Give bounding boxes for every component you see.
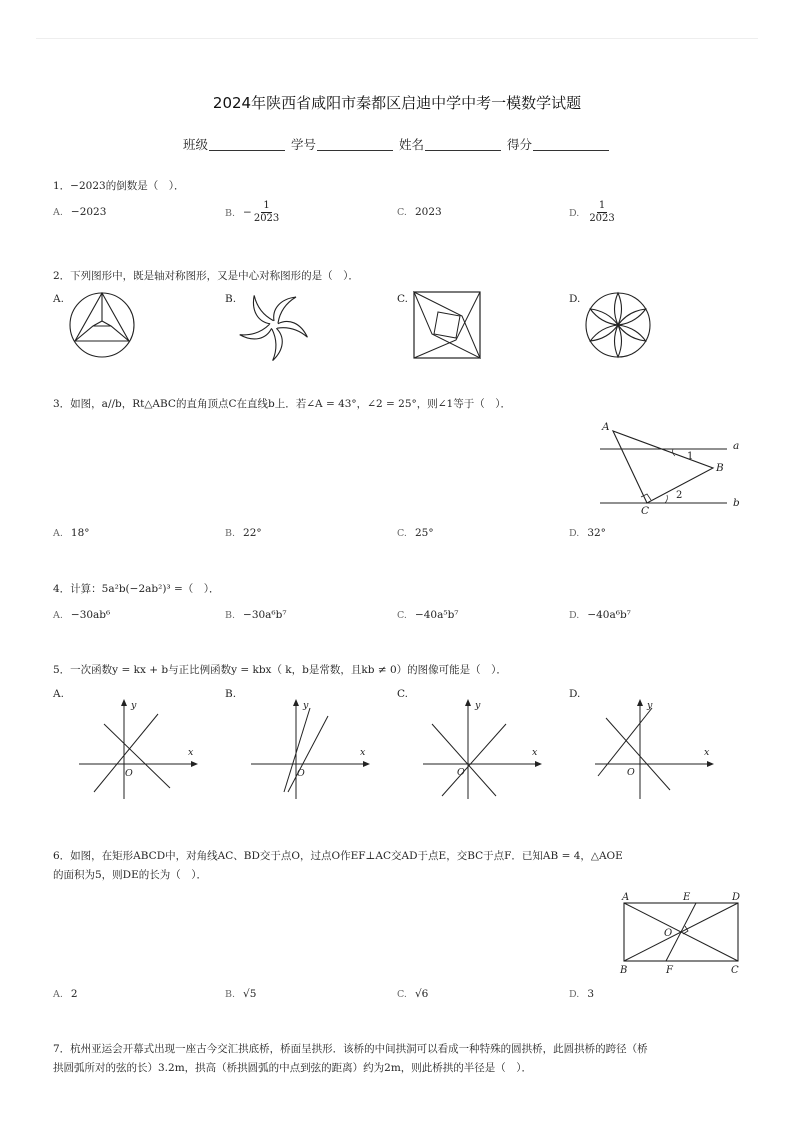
q5-label-a[interactable]: A. (53, 688, 64, 700)
q2-figure-c[interactable] (412, 290, 482, 360)
q4-option-c[interactable]: C. −40a⁵b⁷ (397, 609, 459, 621)
q1-option-b[interactable]: B. − $\frac{1}{2023}$ (225, 200, 280, 224)
score-label: 得分 (506, 137, 532, 152)
q3-label-c-vertex: C (641, 505, 650, 517)
q2-figure-a[interactable] (66, 289, 138, 361)
q6-label-d: D (732, 892, 741, 903)
q5-graph-a[interactable] (76, 696, 202, 802)
q3-angle-1: 1 (687, 451, 694, 462)
q5-label-d[interactable]: D. (569, 688, 581, 700)
q5b-y-label: y (303, 700, 309, 711)
name-label: 姓名 (398, 137, 424, 152)
q5a-y-label: y (131, 700, 137, 711)
q3-label-line-a: a (733, 440, 740, 452)
q5-label-b[interactable]: B. (225, 688, 237, 700)
q2-label-b[interactable]: B. (225, 293, 237, 305)
class-blank[interactable] (209, 138, 285, 151)
q5b-origin-label: O (297, 768, 305, 779)
q4-option-b[interactable]: B. −30a⁶b⁷ (225, 609, 287, 621)
q3-stem: 3．如图，a//b，Rt△ABC的直角顶点C在直线b上．若∠A = 43°，∠2 = 25°，则∠1等于（ ）． (53, 398, 511, 410)
q5d-x-label: x (704, 747, 710, 758)
q5-graph-c[interactable] (420, 696, 546, 802)
q1-d-fraction: $\frac{1}{2023}$ (589, 200, 615, 224)
q2-stem: 2．下列图形中，既是轴对称图形，又是中心对称图形的是（ ）． (53, 270, 359, 282)
q5a-origin-label: O (125, 768, 133, 779)
q7-stem-line1: 7．杭州亚运会开幕式出现一座古今交汇拱底桥，桥面呈拱形．该桥的中间拱洞可以看成一种特殊的圆拱桥，此圆拱桥的跨径（桥 (53, 1043, 648, 1055)
q6-option-d[interactable]: D. 3 (569, 988, 594, 1000)
q3-option-c[interactable]: C. 25° (397, 527, 434, 539)
q6-stem-line1: 6．如图，在矩形ABCD中，对角线AC、BD交于点O，过点O作EF⊥AC交AD于点E，交BC于点F．已知AB = 4，△AOE (53, 850, 623, 862)
page-title: 2024年陕西省咸阳市秦都区启迪中学中考一模数学试题 (212, 94, 582, 112)
q2-label-d[interactable]: D. (569, 293, 581, 305)
q3-angle-2: 2 (676, 490, 683, 501)
q5c-x-label: x (532, 747, 538, 758)
q3-label-line-b: b (733, 497, 740, 509)
q3-option-a[interactable]: A. 18° (53, 527, 90, 539)
top-rule (36, 38, 758, 39)
q4-stem: 4．计算：5a²b(−2ab²)³ =（ ）． (53, 583, 220, 595)
q4-option-d[interactable]: D. −40a⁶b⁷ (569, 609, 631, 621)
q6-label-b: B (620, 965, 628, 976)
id-blank[interactable] (317, 138, 393, 151)
q5c-y-label: y (475, 700, 481, 711)
q6-option-c[interactable]: C. √6 (397, 988, 429, 1000)
q6-label-o: O (664, 928, 673, 939)
q5-graph-d[interactable] (592, 696, 718, 802)
q2-label-a[interactable]: A. (53, 293, 64, 305)
name-blank[interactable] (425, 138, 501, 151)
q6-option-b[interactable]: B. √5 (225, 988, 257, 1000)
class-label: 班级 (182, 137, 208, 152)
q6-label-c: C (731, 965, 739, 976)
q5-label-c[interactable]: C. (397, 688, 408, 700)
q1-b-fraction: $\frac{1}{2023}$ (253, 200, 280, 224)
id-label: 学号 (290, 137, 316, 152)
q3-option-d[interactable]: D. 32° (569, 527, 606, 539)
q3-option-b[interactable]: B. 22° (225, 527, 262, 539)
q2-figure-b[interactable] (238, 289, 310, 361)
student-info-line (0, 135, 794, 153)
q3-label-a-vertex: A (602, 421, 610, 433)
q5a-x-label: x (188, 747, 194, 758)
q5d-origin-label: O (627, 767, 635, 778)
q1-stem: 1．−2023的倒数是（ ）． (53, 180, 185, 192)
q4-option-a[interactable]: A. −30ab⁶ (53, 609, 111, 621)
q2-label-c[interactable]: C. (397, 293, 408, 305)
q5-stem: 5．一次函数y = kx + b与正比例函数y = kbx（ k，b是常数，且kb ≠ 0）的图像可能是（ ）． (53, 664, 507, 676)
q6-figure (615, 888, 750, 978)
q1-option-a[interactable]: A. −2023 (53, 206, 107, 218)
q1-option-c[interactable]: C. 2023 (397, 206, 442, 218)
score-blank[interactable] (533, 138, 609, 151)
q6-label-a: A (622, 892, 630, 903)
q6-label-e: E (683, 892, 691, 903)
q2-figure-d[interactable] (582, 289, 654, 361)
q6-option-a[interactable]: A. 2 (53, 988, 78, 1000)
q3-label-b-vertex: B (716, 462, 724, 474)
q7-stem-line2: 拱圆弧所对的弦的长）3.2m，拱高（桥拱圆弧的中点到弦的距离）约为2m，则此桥拱的半径是（ ）． (53, 1062, 533, 1074)
q1-option-d[interactable]: D. $\frac{1}{2023}$ (569, 200, 615, 224)
q3-figure (595, 418, 745, 518)
q5c-origin-label: O (457, 767, 465, 778)
q5b-x-label: x (360, 747, 366, 758)
q5d-y-label: y (647, 700, 653, 711)
q6-label-f: F (666, 965, 673, 976)
q5-graph-b[interactable] (248, 696, 374, 802)
q6-stem-line2: 的面积为5，则DE的长为（ ）． (53, 869, 208, 881)
